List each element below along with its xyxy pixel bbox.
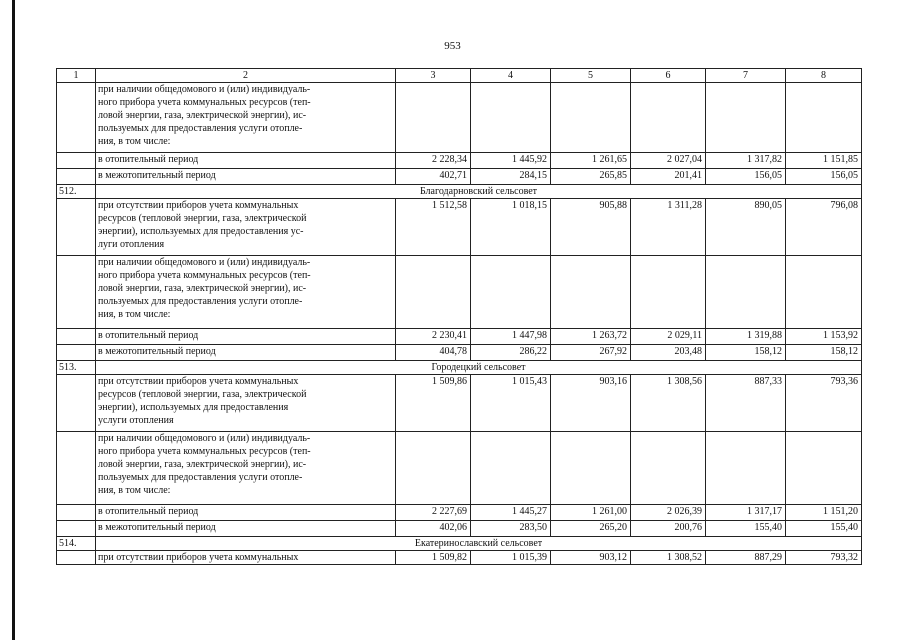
value-cell: 1 018,15: [471, 199, 551, 256]
value-cell: [706, 83, 786, 153]
value-cell: 905,88: [551, 199, 631, 256]
value-cell: [551, 256, 631, 329]
section-number: 514.: [57, 537, 96, 551]
value-cell: [786, 432, 862, 505]
value-cell: 265,20: [551, 521, 631, 537]
column-header: 1: [57, 69, 96, 83]
value-cell: [396, 256, 471, 329]
value-cell: 1 015,39: [471, 551, 551, 565]
value-cell: 1 447,98: [471, 329, 551, 345]
row-number-cell: [57, 432, 96, 505]
value-cell: [631, 83, 706, 153]
value-cell: 1 153,92: [786, 329, 862, 345]
period-label: в отопительный период: [96, 505, 396, 521]
value-cell: [706, 256, 786, 329]
meter-row: [57, 83, 862, 153]
off-season-row: [57, 345, 862, 361]
row-number-cell: [57, 256, 96, 329]
meter-row: [57, 256, 862, 329]
value-cell: 1 509,86: [396, 375, 471, 432]
description-line: ресурсов (тепловой энергии, газа, электрической: [98, 389, 307, 400]
value-cell: 1 261,65: [551, 153, 631, 169]
row-description: [96, 432, 396, 505]
description-line: энергии), используемых для предоставления ус-: [98, 226, 304, 237]
no-meter-row: [57, 375, 862, 432]
value-cell: [471, 83, 551, 153]
description-line: при отсутствии приборов учета коммунальных: [98, 200, 299, 211]
section-name: Благодарновский сельсовет: [96, 185, 862, 199]
row-description: [96, 83, 396, 153]
description-line: при наличии общедомового и (или) индивидуаль-: [98, 257, 311, 268]
value-cell: 283,50: [471, 521, 551, 537]
row-description: [96, 551, 396, 565]
column-header: 8: [786, 69, 862, 83]
value-cell: [396, 432, 471, 505]
value-cell: 1 512,58: [396, 199, 471, 256]
column-header-row: [57, 69, 862, 83]
value-cell: 1 151,85: [786, 153, 862, 169]
period-label: в межотопительный период: [96, 345, 396, 361]
value-cell: 155,40: [706, 521, 786, 537]
description-line: луги отопления: [98, 239, 165, 250]
no-meter-row: [57, 551, 862, 565]
value-cell: 796,08: [786, 199, 862, 256]
column-header: 3: [396, 69, 471, 83]
tariff-table: [56, 68, 862, 565]
page-number: 953: [444, 40, 461, 52]
meter-row: [57, 432, 862, 505]
value-cell: 2 027,04: [631, 153, 706, 169]
value-cell: [471, 432, 551, 505]
description-line: ния, в том числе:: [98, 485, 171, 496]
value-cell: 2 228,34: [396, 153, 471, 169]
row-description: [96, 375, 396, 432]
section-name: Екатеринославский сельсовет: [96, 537, 862, 551]
value-cell: 404,78: [396, 345, 471, 361]
value-cell: 1 263,72: [551, 329, 631, 345]
description-line: пользуемых для предоставления услуги отопле-: [98, 123, 303, 134]
description-line: ного прибора учета коммунальных ресурсов (теп-: [98, 446, 311, 457]
value-cell: 2 026,39: [631, 505, 706, 521]
row-number-cell: [57, 329, 96, 345]
off-season-row: [57, 521, 862, 537]
description-line: при отсутствии приборов учета коммунальных: [98, 376, 299, 387]
row-number-cell: [57, 345, 96, 361]
period-label: в отопительный период: [96, 329, 396, 345]
value-cell: 1 151,20: [786, 505, 862, 521]
description-line: ловой энергии, газа, электрической энергии), ис-: [98, 459, 307, 470]
value-cell: 2 227,69: [396, 505, 471, 521]
description-line: энергии), используемых для предоставления: [98, 402, 289, 413]
row-number-cell: [57, 153, 96, 169]
description-line: ловой энергии, газа, электрической энергии), ис-: [98, 283, 307, 294]
period-label: в межотопительный период: [96, 169, 396, 185]
value-cell: [396, 83, 471, 153]
row-number-cell: [57, 375, 96, 432]
value-cell: 1 311,28: [631, 199, 706, 256]
value-cell: 793,36: [786, 375, 862, 432]
row-number-cell: [57, 199, 96, 256]
row-description: [96, 256, 396, 329]
value-cell: 2 029,11: [631, 329, 706, 345]
description-line: ресурсов (тепловой энергии, газа, электрической: [98, 213, 307, 224]
value-cell: [786, 83, 862, 153]
row-number-cell: [57, 505, 96, 521]
page-left-edge-line: [12, 0, 15, 640]
section-number: 512.: [57, 185, 96, 199]
period-label: в отопительный период: [96, 153, 396, 169]
column-header: 5: [551, 69, 631, 83]
value-cell: 201,41: [631, 169, 706, 185]
value-cell: [551, 432, 631, 505]
description-line: при наличии общедомового и (или) индивидуаль-: [98, 84, 311, 95]
value-cell: [706, 432, 786, 505]
row-description: [96, 199, 396, 256]
row-number-cell: [57, 521, 96, 537]
section-header-row: [57, 361, 862, 375]
description-line: при наличии общедомового и (или) индивидуаль-: [98, 433, 311, 444]
description-line: пользуемых для предоставления услуги отопле-: [98, 472, 303, 483]
value-cell: 158,12: [706, 345, 786, 361]
column-header: 2: [96, 69, 396, 83]
value-cell: 887,33: [706, 375, 786, 432]
value-cell: 1 015,43: [471, 375, 551, 432]
heating-period-row: [57, 153, 862, 169]
value-cell: 156,05: [786, 169, 862, 185]
description-line: ного прибора учета коммунальных ресурсов (теп-: [98, 97, 311, 108]
no-meter-row: [57, 199, 862, 256]
value-cell: 903,12: [551, 551, 631, 565]
value-cell: 1 261,00: [551, 505, 631, 521]
heating-period-row: [57, 505, 862, 521]
row-number-cell: [57, 551, 96, 565]
value-cell: 155,40: [786, 521, 862, 537]
description-line: ния, в том числе:: [98, 136, 171, 147]
value-cell: 265,85: [551, 169, 631, 185]
section-name: Городецкий сельсовет: [96, 361, 862, 375]
value-cell: 267,92: [551, 345, 631, 361]
section-header-row: [57, 537, 862, 551]
value-cell: [551, 83, 631, 153]
value-cell: 1 317,82: [706, 153, 786, 169]
value-cell: 793,32: [786, 551, 862, 565]
column-header: 7: [706, 69, 786, 83]
description-line: ловой энергии, газа, электрической энергии), ис-: [98, 110, 307, 121]
value-cell: 1 509,82: [396, 551, 471, 565]
row-number-cell: [57, 169, 96, 185]
heating-period-row: [57, 329, 862, 345]
description-line: ного прибора учета коммунальных ресурсов (теп-: [98, 270, 311, 281]
column-header: 4: [471, 69, 551, 83]
value-cell: 887,29: [706, 551, 786, 565]
value-cell: 1 308,56: [631, 375, 706, 432]
period-label: в межотопительный период: [96, 521, 396, 537]
value-cell: 402,71: [396, 169, 471, 185]
value-cell: 1 319,88: [706, 329, 786, 345]
value-cell: 890,05: [706, 199, 786, 256]
value-cell: 286,22: [471, 345, 551, 361]
value-cell: 156,05: [706, 169, 786, 185]
value-cell: 2 230,41: [396, 329, 471, 345]
section-header-row: [57, 185, 862, 199]
description-line: ния, в том числе:: [98, 309, 171, 320]
value-cell: 200,76: [631, 521, 706, 537]
row-number-cell: [57, 83, 96, 153]
value-cell: [786, 256, 862, 329]
value-cell: 1 308,52: [631, 551, 706, 565]
value-cell: 1 445,92: [471, 153, 551, 169]
value-cell: 203,48: [631, 345, 706, 361]
value-cell: 402,06: [396, 521, 471, 537]
description-line: услуги отопления: [98, 415, 174, 426]
column-header: 6: [631, 69, 706, 83]
value-cell: 284,15: [471, 169, 551, 185]
description-line: при отсутствии приборов учета коммунальных: [98, 552, 299, 563]
value-cell: 158,12: [786, 345, 862, 361]
description-line: пользуемых для предоставления услуги отопле-: [98, 296, 303, 307]
value-cell: [471, 256, 551, 329]
value-cell: 903,16: [551, 375, 631, 432]
value-cell: 1 445,27: [471, 505, 551, 521]
section-number: 513.: [57, 361, 96, 375]
off-season-row: [57, 169, 862, 185]
value-cell: 1 317,17: [706, 505, 786, 521]
value-cell: [631, 256, 706, 329]
value-cell: [631, 432, 706, 505]
